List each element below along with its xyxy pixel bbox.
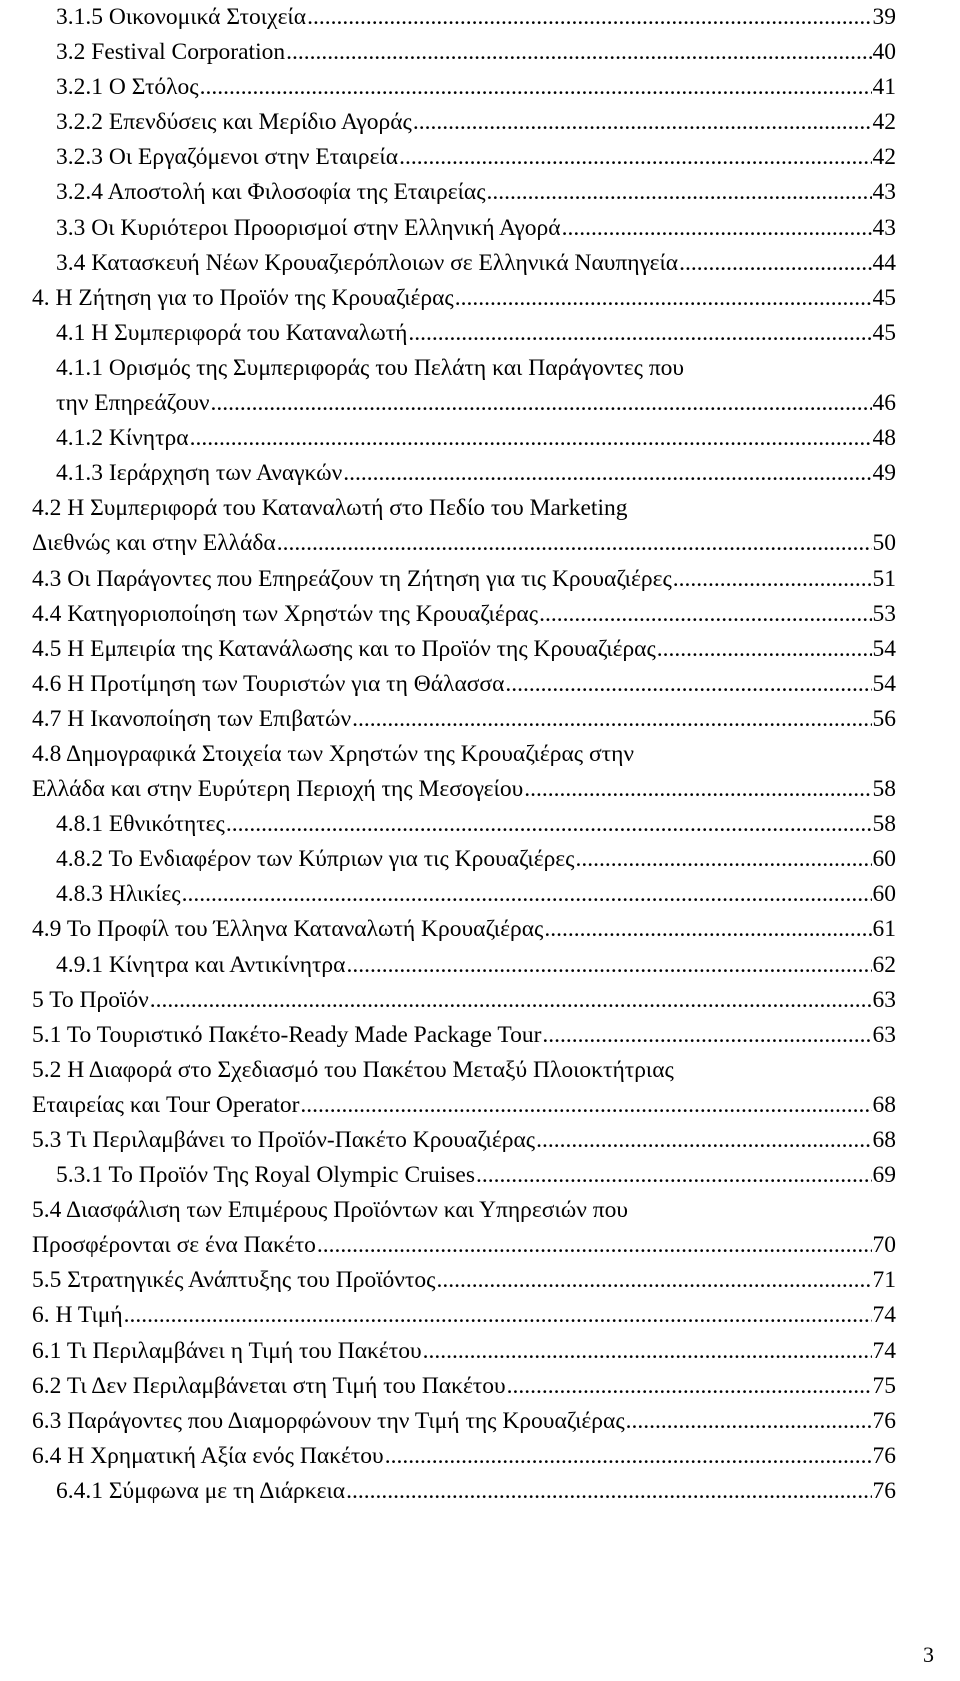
toc-dot-leader xyxy=(352,702,871,737)
toc-entry-page: 58 xyxy=(872,776,896,803)
toc-entry xyxy=(32,105,896,140)
toc-entry-page: 41 xyxy=(872,74,896,101)
toc-entry xyxy=(32,211,896,246)
toc-dot-leader xyxy=(626,1404,872,1439)
toc-entry-page: 63 xyxy=(872,986,896,1013)
toc-entry-page: 56 xyxy=(872,705,896,732)
toc-entry-page: 63 xyxy=(872,1021,896,1048)
toc-dot-leader xyxy=(190,421,872,456)
toc-entry-title: 4.8.1 Εθνικότητες xyxy=(56,811,225,838)
toc-entry-page: 53 xyxy=(872,600,896,627)
toc-entry-title: 4.8.2 Το Ενδιαφέρον των Κύπριων για τις Κρουαζιέρες xyxy=(56,846,575,873)
toc-entry xyxy=(32,1263,896,1298)
toc-entry-title: 4.1.1 Ορισμός της Συμπεριφοράς του Πελάτη και Παράγοντες που xyxy=(56,354,685,381)
toc-entry-title: 6.1 Τι Περιλαμβάνει η Τιμή του Πακέτου xyxy=(32,1337,422,1364)
toc-entry-page: 45 xyxy=(872,284,896,311)
toc-entry-title: 6.4 Η Χρηματική Αξία ενός Πακέτου xyxy=(32,1442,384,1469)
toc-entry-title: 6.2 Τι Δεν Περιλαμβάνεται στη Τιμή του Πακέτου xyxy=(32,1372,506,1399)
toc-entry-page: 71 xyxy=(872,1267,896,1294)
toc-entry xyxy=(32,281,896,316)
toc-dot-leader xyxy=(575,842,871,877)
toc-entry xyxy=(32,772,896,807)
toc-entry-page: 48 xyxy=(872,425,896,452)
toc-entry-title: 4.9.1 Κίνητρα και Αντικίνητρα xyxy=(56,951,346,978)
toc-entry xyxy=(32,70,896,105)
toc-entry xyxy=(32,948,896,983)
toc-dot-leader xyxy=(679,246,871,281)
toc-entry-page: 44 xyxy=(872,249,896,276)
toc-entry-page: 39 xyxy=(872,4,896,30)
toc-entry-title: 5.1 Το Τουριστικό Πακέτο-Ready Made Package Tour xyxy=(32,1021,542,1048)
toc-entry-page: 76 xyxy=(872,1407,896,1434)
toc-entry xyxy=(32,1228,896,1263)
toc-dot-leader xyxy=(524,772,871,807)
toc-entry-page: 69 xyxy=(872,1162,896,1189)
toc-dot-leader xyxy=(544,912,871,947)
toc-entry xyxy=(32,1158,896,1193)
toc-entry xyxy=(32,1404,896,1439)
toc-entry-page: 42 xyxy=(872,109,896,136)
toc-entry-title: 6. Η Τιμή xyxy=(32,1302,123,1329)
toc-entry xyxy=(32,807,896,842)
toc-entry-title: 4.8.3 Ηλικίες xyxy=(56,881,181,908)
table-of-contents xyxy=(32,0,896,1509)
toc-entry xyxy=(32,912,896,947)
toc-entry xyxy=(32,0,896,35)
toc-entry-title: 5.2 Η Διαφορά στο Σχεδιασμό του Πακέτου Μεταξύ Πλοιοκτήτριας xyxy=(32,1056,674,1083)
toc-entry-title: Ελλάδα και στην Ευρύτερη Περιοχή της Μεσογείου xyxy=(32,776,524,803)
toc-entry-title: 3.2.4 Αποστολή και Φιλοσοφία της Εταιρείας xyxy=(56,179,486,206)
toc-entry xyxy=(32,1088,896,1123)
toc-dot-leader xyxy=(385,1439,872,1474)
toc-entry xyxy=(32,702,896,737)
toc-entry-title: 3.2.3 Οι Εργαζόμενοι στην Εταιρεία xyxy=(56,144,399,171)
toc-entry-title: 4.9 Το Προφίλ του Έλληνα Καταναλωτή Κρουαζιέρας xyxy=(32,916,544,943)
toc-entry-page: 61 xyxy=(872,916,896,943)
toc-entry-page: 68 xyxy=(872,1127,896,1153)
toc-entry-page: 54 xyxy=(872,670,896,697)
toc-entry xyxy=(32,456,896,491)
toc-entry xyxy=(32,597,896,632)
toc-entry-title: Προσφέρονται σε ένα Πακέτο xyxy=(32,1232,316,1259)
toc-entry-page: 46 xyxy=(872,390,896,417)
toc-entry-title: την Επηρεάζουν xyxy=(56,390,210,417)
toc-entry xyxy=(32,1053,896,1088)
toc-entry-page: 74 xyxy=(872,1337,896,1364)
toc-entry-title: Εταιρείας και Tour Operator xyxy=(32,1091,300,1118)
toc-dot-leader xyxy=(307,0,871,35)
toc-entry xyxy=(32,491,896,526)
toc-entry-page: 43 xyxy=(872,179,896,206)
toc-entry-page: 43 xyxy=(872,214,896,241)
toc-entry-title: 4.2 Η Συμπεριφορά του Καταναλωτή στο Πεδίο του Marketing xyxy=(32,495,628,522)
toc-dot-leader xyxy=(413,105,872,140)
toc-entry xyxy=(32,842,896,877)
toc-entry-title: 4.7 Η Ικανοποίηση των Επιβατών xyxy=(32,705,352,732)
toc-entry xyxy=(32,1474,896,1509)
toc-entry-page: 58 xyxy=(872,811,896,838)
toc-entry-title: 4. Η Ζήτηση για το Προϊόν της Κρουαζιέρας xyxy=(32,284,454,311)
toc-entry xyxy=(32,1369,896,1404)
toc-dot-leader xyxy=(408,316,871,351)
toc-entry-title: 4.1.2 Κίνητρα xyxy=(56,425,189,452)
toc-entry-title: 4.5 Η Εμπειρία της Κατανάλωσης και το Προϊόν της Κρουαζιέρας xyxy=(32,635,656,662)
toc-entry xyxy=(32,526,896,561)
toc-entry-title: 5 Το Προϊόν xyxy=(32,986,149,1013)
toc-entry-title: 3.2.1 Ο Στόλος xyxy=(56,74,199,101)
toc-entry-title: 4.1.3 Ιεράρχηση των Αναγκών xyxy=(56,460,343,487)
toc-entry-title: 3.4 Κατασκευή Νέων Κρουαζιερόπλοιων σε Ελληνικά Ναυπηγεία xyxy=(56,249,679,276)
toc-entry-title: 3.2.2 Επενδύσεις και Μερίδιο Αγοράς xyxy=(56,109,412,136)
toc-entry-title: 4.1 Η Συμπεριφορά του Καταναλωτή xyxy=(56,319,408,346)
toc-dot-leader xyxy=(507,1369,872,1404)
toc-entry-page: 49 xyxy=(872,460,896,487)
toc-entry-page: 51 xyxy=(872,565,896,592)
toc-entry xyxy=(32,140,896,175)
toc-entry xyxy=(32,1018,896,1053)
toc-dot-leader xyxy=(476,1158,872,1193)
toc-dot-leader xyxy=(455,281,872,316)
toc-dot-leader xyxy=(539,597,871,632)
toc-entry-page: 62 xyxy=(872,951,896,978)
toc-entry-page: 42 xyxy=(872,144,896,171)
toc-entry-page: 50 xyxy=(872,530,896,557)
toc-entry-title: 6.3 Παράγοντες που Διαμορφώνουν την Τιμή της Κρουαζιέρας xyxy=(32,1407,625,1434)
toc-entry-title: 4.4 Κατηγοριοποίηση των Χρηστών της Κρουαζιέρας xyxy=(32,600,539,627)
toc-entry-page: 75 xyxy=(872,1372,896,1399)
toc-entry xyxy=(32,246,896,281)
toc-entry-title: 5.5 Στρατηγικές Ανάπτυξης του Προϊόντος xyxy=(32,1267,436,1294)
toc-dot-leader xyxy=(343,456,871,491)
toc-entry xyxy=(32,35,896,70)
toc-entry-title: 3.3 Οι Κυριότεροι Προορισμοί στην Ελληνική Αγορά xyxy=(56,214,561,241)
toc-dot-leader xyxy=(673,562,872,597)
toc-entry-page: 74 xyxy=(872,1302,896,1329)
toc-dot-leader xyxy=(124,1298,872,1333)
toc-entry xyxy=(32,562,896,597)
toc-dot-leader xyxy=(317,1228,872,1263)
toc-entry-page: 45 xyxy=(872,319,896,346)
toc-entry-page: 68 xyxy=(872,1091,896,1118)
toc-entry xyxy=(32,1123,896,1158)
toc-dot-leader xyxy=(436,1263,871,1298)
toc-dot-leader xyxy=(346,1474,871,1509)
toc-dot-leader xyxy=(226,807,872,842)
toc-entry xyxy=(32,1298,896,1333)
toc-dot-leader xyxy=(542,1018,871,1053)
toc-dot-leader xyxy=(211,386,872,421)
toc-dot-leader xyxy=(423,1334,872,1369)
toc-entry-page: 76 xyxy=(872,1442,896,1469)
toc-entry-page: 40 xyxy=(872,39,896,66)
toc-entry-title: 5.3 Τι Περιλαμβάνει το Προϊόν-Πακέτο Κρουαζιέρας xyxy=(32,1127,536,1153)
toc-entry xyxy=(32,1193,896,1228)
toc-dot-leader xyxy=(277,526,872,561)
page-number: 3 xyxy=(923,1642,934,1667)
toc-entry-title: 3.2 Festival Corporation xyxy=(56,39,286,66)
toc-entry xyxy=(32,1439,896,1474)
toc-entry-title: 5.3.1 Το Προϊόν Της Royal Olympic Cruises xyxy=(56,1162,475,1189)
toc-entry xyxy=(32,421,896,456)
toc-entry xyxy=(32,1334,896,1369)
toc-dot-leader xyxy=(657,632,872,667)
toc-entry xyxy=(32,351,896,386)
toc-entry-title: Διεθνώς και στην Ελλάδα xyxy=(32,530,276,557)
toc-entry xyxy=(32,983,896,1018)
toc-dot-leader xyxy=(487,175,872,210)
toc-dot-leader xyxy=(182,877,872,912)
toc-dot-leader xyxy=(562,211,872,246)
toc-dot-leader xyxy=(286,35,871,70)
toc-dot-leader xyxy=(346,948,871,983)
toc-entry-title: 5.4 Διασφάλιση των Επιμέρους Προϊόντων και Υπηρεσιών που xyxy=(32,1197,628,1224)
toc-entry-title: 4.3 Οι Παράγοντες που Επηρεάζουν τη Ζήτηση για τις Κρουαζιέρες xyxy=(32,565,672,592)
toc-entry xyxy=(32,316,896,351)
toc-entry-page: 60 xyxy=(872,846,896,873)
toc-entry-title: 4.6 Η Προτίμηση των Τουριστών για τη Θάλασσα xyxy=(32,670,505,697)
toc-entry xyxy=(32,632,896,667)
toc-dot-leader xyxy=(399,140,871,175)
toc-dot-leader xyxy=(150,983,872,1018)
toc-dot-leader xyxy=(505,667,871,702)
toc-entry xyxy=(32,386,896,421)
toc-dot-leader xyxy=(200,70,872,105)
toc-entry-page: 76 xyxy=(872,1477,896,1504)
toc-entry xyxy=(32,877,896,912)
toc-dot-leader xyxy=(536,1123,871,1158)
toc-entry xyxy=(32,737,896,772)
toc-dot-leader xyxy=(300,1088,871,1123)
toc-entry-page: 60 xyxy=(872,881,896,908)
toc-entry xyxy=(32,175,896,210)
toc-entry xyxy=(32,667,896,702)
toc-entry-title: 6.4.1 Σύμφωνα με τη Διάρκεια xyxy=(56,1477,346,1504)
toc-entry-title: 3.1.5 Οικονομικά Στοιχεία xyxy=(56,4,307,30)
toc-entry-page: 54 xyxy=(872,635,896,662)
toc-entry-page: 70 xyxy=(872,1232,896,1259)
toc-entry-title: 4.8 Δημογραφικά Στοιχεία των Χρηστών της Κρουαζιέρας στην xyxy=(32,740,634,767)
